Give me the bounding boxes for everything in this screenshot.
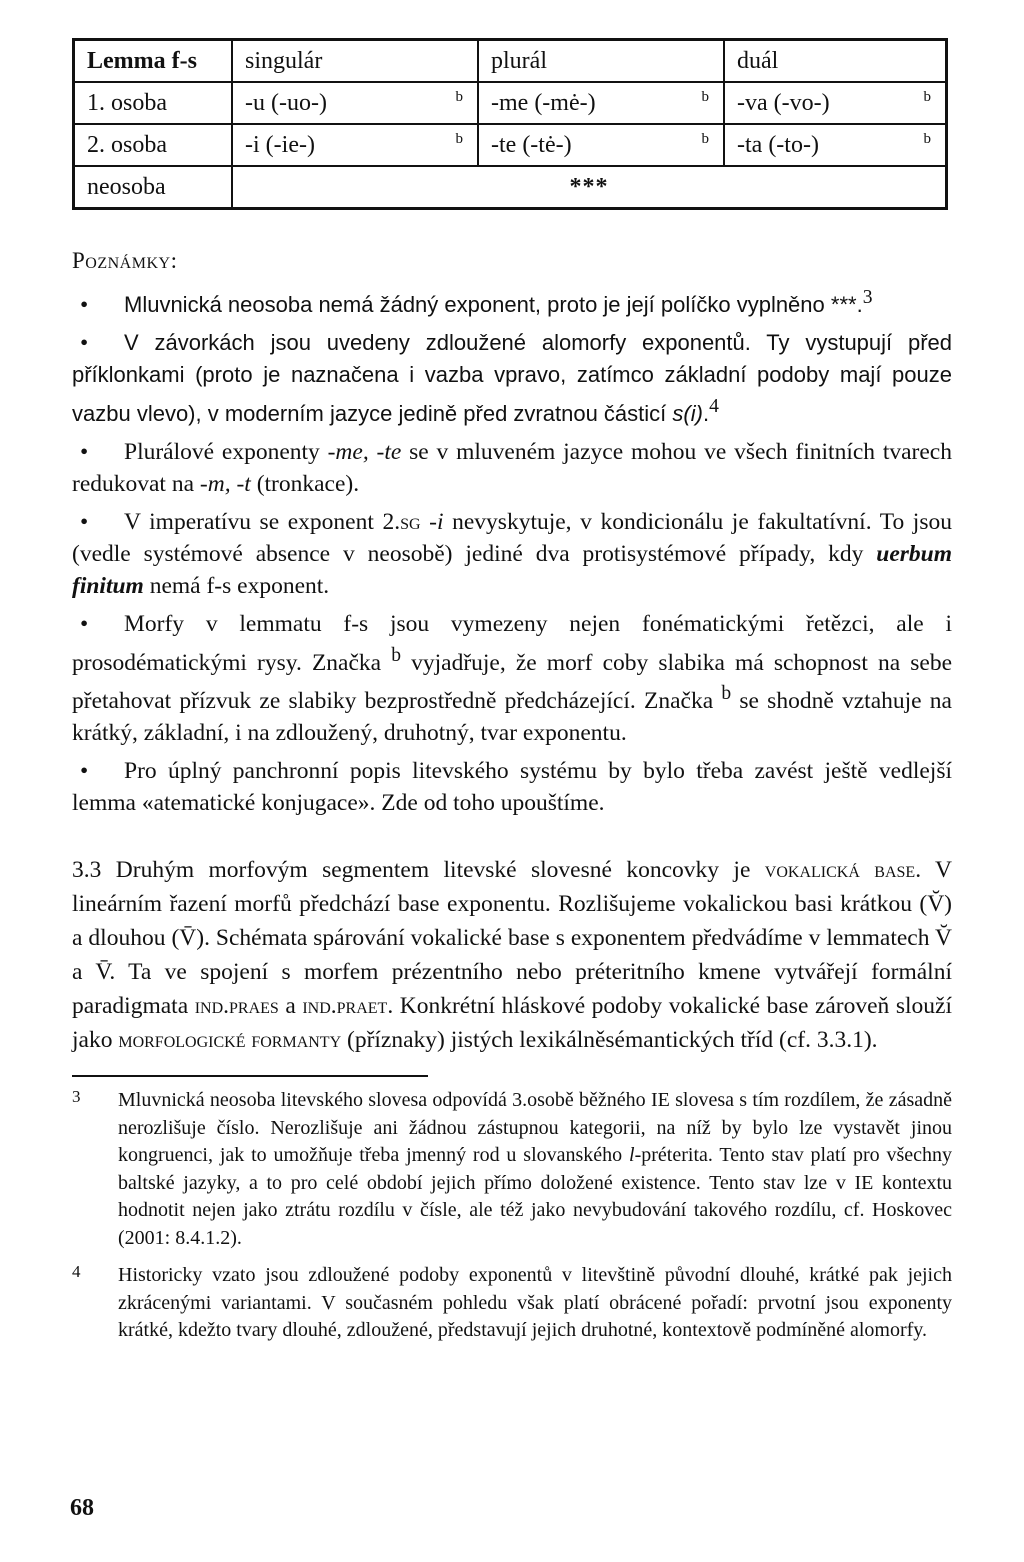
footnote: 4 Historicky vzato jsou zdloužené podoby exponentů v litevštině původní dlouhé, krátké pak jejich zkrácenými variantami. V současném pohledu však platí obrácené pořadí: prvotní jsou exponenty krátké, kdežto tvary dlouhé, zdloužené, představují jejich druhotné, kontextově podmíněné alomorfy.: [72, 1262, 952, 1342]
table-row: [74, 166, 947, 209]
bullet-icon: •: [80, 610, 89, 637]
footnote-ref[interactable]: 4: [709, 395, 719, 417]
b-mark: b: [701, 89, 709, 105]
footnote-divider: [72, 1075, 428, 1077]
cell-du: -va (-vo-) b: [724, 82, 947, 124]
header-singular: singulár: [232, 40, 478, 83]
bullet-icon: •: [80, 329, 89, 356]
row-label: neosoba: [74, 166, 233, 209]
page: [72, 38, 952, 1345]
bullet-icon: •: [80, 758, 89, 785]
list-item: • Plurálové exponenty -me, -te se v mluveném jazyce mohou ve všech finitních tvarech redukovat na -m, -t (tronkace).: [72, 436, 952, 500]
bullet-icon: •: [80, 508, 89, 535]
page-number: 68: [70, 1495, 94, 1521]
list-item: • Mluvnická neosoba nemá žádný exponent, proto je její políčko vyplněno ***.$^3$: [72, 282, 952, 321]
table-row: [74, 82, 947, 124]
section-paragraph: 3.3 Druhým morfovým segmentem litevské slovesné koncovky je vokalická base. V lineárním řazení morfů předchází base exponentu. Rozlišujeme vokalickou basi krátkou (V̆) a dlouhou (V̄). Schémata spárování vokalické base s exponentem předvádíme v lemmatech V̆ a V̄. Ta ve spojení s morfem prézentního nebo préteritního kmene vytvářejí formální paradigmata ind.praes a ind.praet. Konkrétní hláskové podoby vokalické base zároveň slouží jako morfologické formanty (příznaky) jistých lexikálněsémantických tříd (cf. 3.3.1).: [72, 857, 953, 1054]
header-dual: duál: [724, 40, 947, 83]
list-item: • V závorkách jsou uvedeny zdloužené alomorfy exponentů. Ty vystupují před příklonkami (proto je naznačena i vazba vpravo, zatímco základní podoby mají pouze vazbu vlevo), v moderním jazyce jedině před zvratnou částicí s(i).$^4$: [72, 327, 952, 430]
notes-heading: Poznámky:: [72, 248, 178, 273]
bullet-icon: •: [80, 291, 89, 318]
b-mark: b: [455, 131, 463, 147]
bullet-icon: •: [80, 438, 89, 465]
header-lemma: Lemma f-s: [74, 40, 233, 83]
list-item: • Pro úplný panchronní popis litevského systému by bylo třeba zavést ještě vedlejší lemma «atematické konjugace». Zde od toho upouštíme.: [72, 755, 952, 819]
table-row: [74, 124, 947, 166]
header-plural: plurál: [478, 40, 724, 83]
list-item: • Morfy v lemmatu f-s jsou vymezeny nejen fonématickými řetězci, ale i prosodématickými rysy. Značka $^b$ vyjadřuje, že morf coby slabika má schopnost na sebe přetahovat přízvuk ze slabiky bezprostředně předcházející. Značka $^b$ se shodně vztahuje na krátký, základní, i na zdloužený, druhotný, tvar exponentu.: [72, 608, 952, 750]
cell-pl: -te (-tė-) b: [478, 124, 724, 166]
table-header-row: [74, 40, 947, 83]
footnote-ref[interactable]: 3: [862, 287, 873, 308]
footnote: 3 Mluvnická neosoba litevského slovesa odpovídá 3.osobě běžného IE slovesa s tím rozdílem, že zásadně nerozlišuje číslo. Nerozlišuje ani žádnou zástupnou kategorii, na níž by bylo lze vystavět jinou kongruenci, jak to umožňuje třeba jmenný rod u slovanského l-préterita. Tento stav platí pro všechny baltské jazyky, a to pro celé období jejich přímo doložené existence. Tento stav lze v IE kontextu hodnotit nejen jako ztrátu rozdílu v čísle, ale též jako nevybudování takového rozdílu, cf. Hoskovec (2001: 8.4.1.2).: [72, 1087, 953, 1249]
row-label: 1. osoba: [74, 82, 233, 124]
cell-sg: -u (-uo-) b: [232, 82, 478, 124]
neosoba-cell: ***: [232, 166, 947, 209]
list-item: • V imperatívu se exponent 2.sg -i nevyskytuje, v kondicionálu je fakultatívní. To jsou (vedle systémové absence v neosobě) jediné dva protisystémové případy, kdy uerbum finitum nemá f-s exponent.: [72, 506, 952, 602]
b-mark: b: [923, 131, 931, 147]
b-mark: b: [923, 89, 931, 105]
cell-sg: -i (-ie-) b: [232, 124, 478, 166]
notes-list: [72, 282, 952, 819]
b-mark: b: [701, 131, 709, 147]
b-mark: b: [455, 89, 463, 105]
row-label: 2. osoba: [74, 124, 233, 166]
cell-pl: -me (-mė-) b: [478, 82, 724, 124]
cell-du: -ta (-to-) b: [724, 124, 947, 166]
lemma-table: [72, 38, 948, 210]
